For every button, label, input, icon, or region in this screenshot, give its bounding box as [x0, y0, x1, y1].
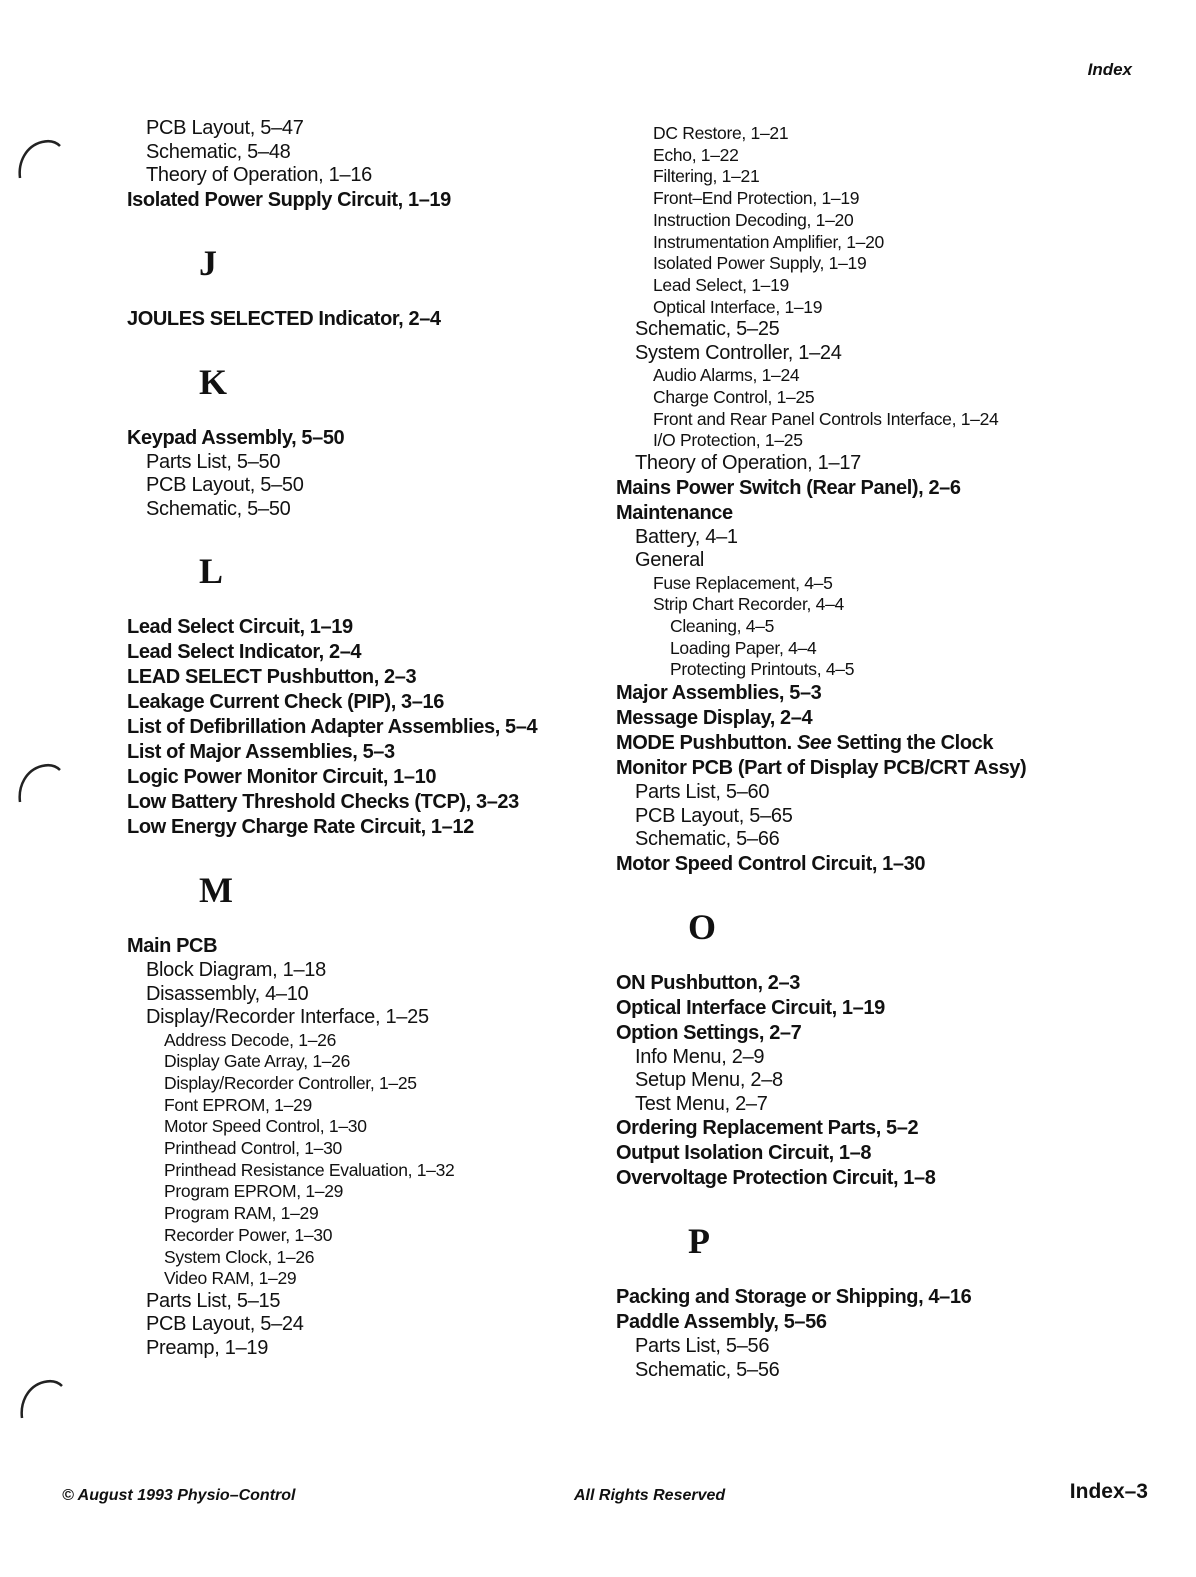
index-subentry: Lead Select, 1–19 [653, 274, 789, 295]
index-entry: Lead Select Indicator, 2–4 [127, 641, 362, 663]
index-letter-heading: K [199, 361, 228, 402]
index-entry: Mains Power Switch (Rear Panel), 2–6 [616, 476, 961, 499]
index-subentry: Parts List, 5–15 [146, 1289, 281, 1312]
index-entry: Isolated Power Supply Circuit, 1–19 [127, 188, 451, 211]
index-subentry: Filtering, 1–21 [653, 166, 760, 187]
index-subentry: Theory of Operation, 1–16 [146, 164, 372, 186]
index-entry: Option Settings, 2–7 [616, 1021, 802, 1044]
index-subentry: Test Menu, 2–7 [635, 1092, 768, 1115]
index-subentry: DC Restore, 1–21 [653, 123, 789, 143]
index-entry: Output Isolation Circuit, 1–8 [616, 1142, 872, 1165]
index-entry: JOULES SELECTED Indicator, 2–4 [127, 307, 441, 330]
index-subentry: Schematic, 5–50 [146, 497, 291, 520]
index-subentry: Front–End Protection, 1–19 [653, 188, 860, 209]
index-entry: LEAD SELECT Pushbutton, 2–3 [127, 666, 417, 688]
index-subentry: Preamp, 1–19 [146, 1336, 269, 1359]
index-letter-heading: P [688, 1221, 710, 1262]
index-subentry: Setup Menu, 2–8 [635, 1069, 783, 1092]
index-subentry: Schematic, 5–48 [146, 140, 291, 163]
index-subentry: Theory of Operation, 1–17 [635, 452, 861, 475]
index-subentry: I/O Protection, 1–25 [653, 430, 803, 451]
index-subentry: Loading Paper, 4–4 [670, 637, 817, 658]
see-reference: See [796, 732, 832, 755]
footer-copyright: © August 1993 Physio–Control [62, 1487, 296, 1504]
index-subentry: Schematic, 5–66 [635, 828, 780, 851]
index-subentry: Charge Control, 1–25 [653, 387, 815, 408]
punch-hole-icon [14, 1372, 64, 1422]
index-subentry: Program EPROM, 1–29 [164, 1181, 344, 1202]
index-subentry: Font EPROM, 1–29 [164, 1094, 312, 1115]
index-subentry: Program RAM, 1–29 [164, 1203, 319, 1224]
section-label: Index [1087, 60, 1132, 79]
index-subentry: Printhead Resistance Evaluation, 1–32 [164, 1159, 455, 1180]
punch-hole-icon [14, 132, 64, 182]
index-entry: Low Energy Charge Rate Circuit, 1–12 [127, 816, 474, 838]
index-entry: Low Battery Threshold Checks (TCP), 3–23 [127, 791, 519, 813]
index-subentry: Fuse Replacement, 4–5 [653, 572, 833, 593]
index-subentry: Motor Speed Control, 1–30 [164, 1116, 367, 1137]
index-entry: List of Defibrillation Adapter Assemblies, 5–4 [127, 716, 538, 738]
index-entry: Logic Power Monitor Circuit, 1–10 [127, 766, 437, 788]
index-entry: Leakage Current Check (PIP), 3–16 [127, 691, 444, 713]
index-subentry: PCB Layout, 5–65 [635, 804, 793, 827]
index-entry: List of Major Assemblies, 5–3 [127, 741, 395, 763]
index-subentry: Echo, 1–22 [653, 144, 739, 165]
index-subentry: Parts List, 5–56 [635, 1335, 770, 1358]
index-subentry: Audio Alarms, 1–24 [653, 365, 800, 386]
index-subentry: Strip Chart Recorder, 4–4 [653, 594, 844, 615]
index-entry: Message Display, 2–4 [616, 707, 813, 730]
index-subentry: Parts List, 5–60 [635, 781, 770, 804]
index-subentry: Instrumentation Amplifier, 1–20 [653, 231, 884, 252]
index-subentry: Video RAM, 1–29 [164, 1268, 297, 1289]
index-entry: Lead Select Circuit, 1–19 [127, 616, 353, 638]
index-subentry: Disassembly, 4–10 [146, 982, 309, 1005]
index-subentry: Protecting Printouts, 4–5 [670, 659, 855, 680]
entry-text: MODE Pushbutton. [616, 732, 792, 755]
index-subentry: PCB Layout, 5–47 [146, 117, 304, 139]
footer-rights: All Rights Reserved [574, 1487, 726, 1504]
index-entry: Paddle Assembly, 5–56 [616, 1311, 827, 1334]
index-entry: Ordering Replacement Parts, 5–2 [616, 1117, 919, 1140]
index-subentry: Schematic, 5–56 [635, 1358, 780, 1381]
see-target: Setting the Clock [836, 732, 994, 755]
index-letter-heading: J [199, 242, 217, 283]
index-entry: ON Pushbutton, 2–3 [616, 971, 800, 994]
index-entry: Major Assemblies, 5–3 [616, 682, 822, 705]
index-subentry: Isolated Power Supply, 1–19 [653, 253, 867, 274]
index-subentry: PCB Layout, 5–24 [146, 1313, 304, 1336]
index-entry [616, 731, 1136, 756]
index-letter-heading: L [199, 551, 224, 591]
page-number: Index–3 [1069, 1480, 1148, 1503]
punch-hole-icon [14, 756, 64, 806]
index-subentry: Schematic, 5–25 [635, 318, 780, 341]
index-subentry: Display Gate Array, 1–26 [164, 1051, 351, 1072]
index-subentry: Cleaning, 4–5 [670, 616, 775, 637]
index-subentry: System Controller, 1–24 [635, 341, 842, 364]
index-subentry: General [635, 549, 705, 572]
index-subentry: Block Diagram, 1–18 [146, 959, 326, 981]
index-entry: Keypad Assembly, 5–50 [127, 426, 345, 449]
index-subentry: Printhead Control, 1–30 [164, 1138, 342, 1159]
index-entry: Monitor PCB (Part of Display PCB/CRT Assy) [616, 757, 1027, 780]
index-entry: Maintenance [616, 501, 733, 524]
index-subentry: Instruction Decoding, 1–20 [653, 209, 854, 230]
index-subentry: PCB Layout, 5–50 [146, 474, 304, 496]
index-entry: Optical Interface Circuit, 1–19 [616, 996, 885, 1019]
index-subentry: Parts List, 5–50 [146, 450, 281, 473]
index-subentry: Recorder Power, 1–30 [164, 1224, 333, 1245]
index-entry: Main PCB [127, 935, 218, 957]
index-subentry: Address Decode, 1–26 [164, 1029, 337, 1050]
index-letter-heading: O [688, 906, 717, 947]
index-subentry: Optical Interface, 1–19 [653, 296, 823, 317]
index-subentry: Display/Recorder Interface, 1–25 [146, 1006, 429, 1028]
index-entry: Packing and Storage or Shipping, 4–16 [616, 1286, 972, 1309]
index-subentry: Display/Recorder Controller, 1–25 [164, 1072, 417, 1093]
index-subentry: System Clock, 1–26 [164, 1246, 315, 1267]
index-subentry: Info Menu, 2–9 [635, 1045, 765, 1068]
index-column-right [616, 123, 1136, 1382]
index-column-left [127, 117, 587, 1360]
index-subentry: Front and Rear Panel Controls Interface, 1–24 [653, 408, 999, 429]
index-letter-heading: M [199, 870, 233, 910]
index-subentry: Battery, 4–1 [635, 525, 738, 548]
index-entry: Motor Speed Control Circuit, 1–30 [616, 852, 926, 875]
index-entry: Overvoltage Protection Circuit, 1–8 [616, 1167, 936, 1190]
